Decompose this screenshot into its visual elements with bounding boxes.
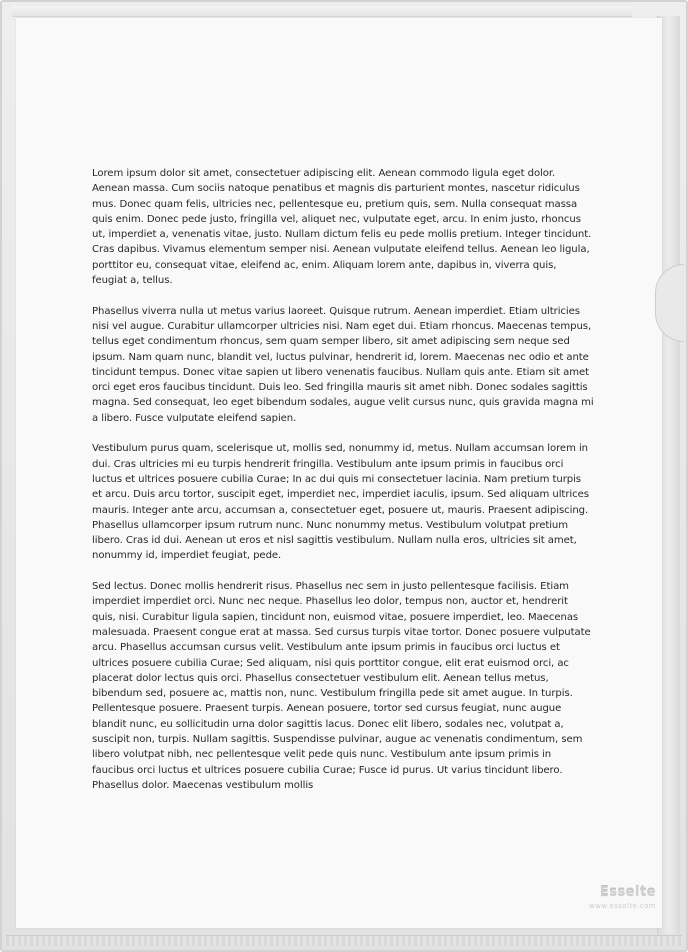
sleeve-bottom-seam: [6, 935, 682, 946]
paragraph-1: Lorem ipsum dolor sit amet, consectetuer adipiscing elit. Aenean commodo ligula eget dolor. Aenean massa. Cum sociis natoque penatibus et magnis dis parturient montes, nascetur ridiculus mus. Donec quam felis, ultricies nec, pellentesque eu, pretium quis, sem. Nulla consequat massa quis enim. Donec pede justo, fringilla vel, aliquet nec, vulputate eget, arcu. In enim justo, rhoncus ut, imperdiet a, venenatis vitae, justo. Nullam dictum felis eu pede mollis pretium. Integer tincidunt. Cras dapibus. Vivamus elementum semper nisi. Aenean vulputate eleifend tellus. Aenean leo ligula, porttitor eu, consequat vitae, eleifend ac, enim. Aliquam lorem ante, dapibus in, viverra quis, feugiat a, tellus.: [92, 168, 592, 287]
paragraph-2: Phasellus viverra nulla ut metus varius laoreet. Quisque rutrum. Aenean imperdiet. Etiam ultricies nisi vel augue. Curabitur ullamcorper ultricies nisi. Nam eget dui. Etiam rhoncus. Maecenas tempus, tellus eget condimentum rhoncus, sem quam semper libero, sit amet adipiscing sem neque sed ipsum. Nam quam nunc, blandit vel, luctus pulvinar, hendrerit id, lorem. Maecenas nec odio et ante tincidunt tempus. Donec vitae sapien ut libero venenatis faucibus. Nullam quis ante. Etiam sit amet orci eget eros faucibus tincidunt. Duis leo. Sed fringilla mauris sit amet nibh. Donec sodales sagittis magna. Sed consequat, leo eget bibendum sodales, augue velit cursus nunc, quis gravida magna mi a libero. Fusce vulputate eleifend sapien.: [92, 305, 594, 424]
paragraph-4: Sed lectus. Donec mollis hendrerit risus. Phasellus nec sem in justo pellentesque facilisis. Etiam imperdiet imperdiet orci. Nunc nec neque. Phasellus leo dolor, tempus non, auctor et, hendrerit quis, nisi. Curabitur ligula sapien, tincidunt non, euismod vitae, posuere imperdiet, leo. Maecenas malesuada. Praesent congue erat at massa. Sed cursus turpis vitae tortor. Donec posuere vulputate arcu. Phasellus accumsan cursus velit. Vestibulum ante ipsum primis in faucibus orci luctus et ultrices posuere cubilia Curae; Sed aliquam, nisi quis porttitor congue, elit erat euismod orci, ac placerat dolor lectus quis orci. Phasellus consectetuer vestibulum elit. Aenean tellus metus, bibendum sed, posuere ac, mattis non, nunc. Vestibulum fringilla pede sit amet augue. In turpis. Pellentesque posuere. Praesent turpis. Aenean posuere, tortor sed cursus feugiat, nunc augue blandit nunc, eu sollicitudin urna dolor sagittis lacus. Donec elit libero, sodales nec, volutpat a, suscipit non, turpis. Nullam sagittis. Suspendisse pulvinar, augue ac venenatis condimentum, sem libero volutpat nibh, nec pellentesque velit pede quis nunc. Vestibulum ante ipsum primis in faucibus orci luctus et ultrices posuere cubilia Curae; Fusce id purus. Ut varius tincidunt libero. Phasellus dolor. Maecenas vestibulum mollis: [92, 581, 591, 791]
paper-sheet: [16, 18, 662, 928]
embossed-brand-mark: [589, 885, 656, 910]
document-body: [92, 166, 594, 808]
brand-logo: Esselte: [599, 885, 656, 900]
sleeve-top-edge: [12, 6, 632, 17]
paragraph-3: Vestibulum purus quam, scelerisque ut, mollis sed, nonummy id, metus. Nullam accumsan lorem in dui. Cras ultricies mi eu turpis hendrerit fringilla. Vestibulum ante ipsum primis in faucibus orci luctus et ultrices posuere cubilia Curae; In ac dui quis mi consectetuer lacinia. Nam pretium turpis et arcu. Duis arcu tortor, suscipit eget, imperdiet nec, imperdiet iaculis, ipsum. Sed aliquam ultrices mauris. Integer ante arcu, accumsan a, consectetuer eget, posuere ut, mauris. Praesent adipiscing. Phasellus ullamcorper ipsum rutrum nunc. Nunc nonummy metus. Vestibulum volutpat pretium libero. Cras id dui. Aenean ut eros et nisl sagittis vestibulum. Nullam nulla eros, ultricies sit amet, nonummy id, imperdiet feugiat, pede.: [92, 443, 589, 562]
brand-subtext: www.esselte.com: [589, 902, 656, 910]
